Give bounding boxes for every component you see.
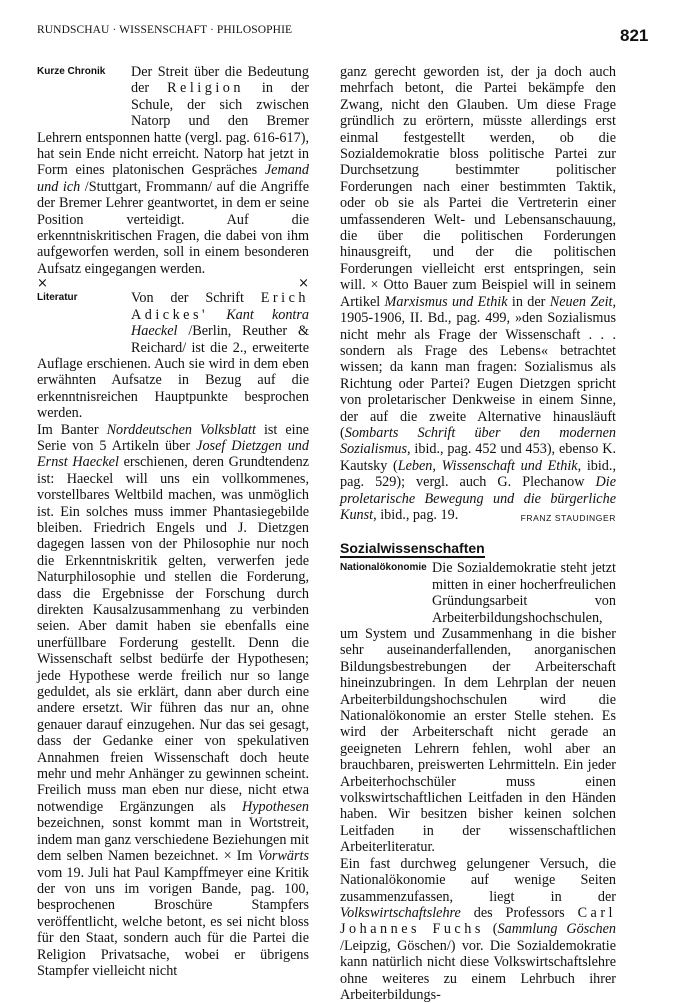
cross-marker-icon: × [298, 276, 309, 292]
text-run: ( [483, 921, 498, 938]
left-column [37, 64, 309, 979]
text-run: , ibid., pag. 452 und 453), ebenso K. Kautsky ( [340, 441, 616, 474]
spaced-author: Carl Johannes Fuchs [340, 904, 616, 938]
nationaloekonomie-text: Die Sozialdemokratie steht jetzt mitten in einer hocherfreulichen Gründungsarbeit von Arbeiterbildungshochschulen, um System und Zusammenhang in die bisher sehr auseinanderfallenden, anorganischen Bildungsbestrebungen der Arbeiterschaft hineinzubringen. In dem Lehrplan der neuen Arbeiterbildungshochschulen wird die Nationalökonomie an erster Stelle stehen. Es wird der Arbeiterschaft nicht gerade an geeigneten Lehrern fehlen, wohl aber an brauchbaren, preiswerten Lehrmitteln. Ein jeder Arbeiterhochschüler muss einen volkswirtschaftlichen Leitfaden in den Händen haben. Wir besitzen bisher keinen solchen Leitfaden in der wissenschaftlichen Arbeiterliteratur. [340, 560, 616, 856]
text-run: Ein fast durchweg gelungener Versuch, die Nationalökonomie auf wenige Seiten zusammenzufassen, liegt in der [340, 855, 616, 905]
italic-series: Sammlung Göschen [497, 921, 616, 938]
banter-paragraph [37, 422, 309, 980]
sidenote-kurze-chronik: Kurze Chronik [37, 66, 106, 77]
sidenote-literatur: Literatur [37, 292, 78, 304]
italic-title: Jemand und ich [37, 162, 309, 195]
sidenote-nationaloekonomie: Nationalökonomie [340, 562, 427, 574]
running-head: RUNDSCHAU · WISSENSCHAFT · PHILOSOPHIE [37, 24, 293, 36]
italic-title: Sombarts Schrift über den modernen Sozialismus [340, 424, 616, 458]
italic-word: Hypothesen [242, 798, 309, 815]
text-run: , ibid., pag. 529); vergl. auch G. Plechanow [340, 457, 616, 491]
text-run: Im [231, 848, 258, 865]
text-run: Der Streit über die Bedeutung der [131, 64, 309, 97]
cross-marker-icon: × [37, 276, 48, 292]
text-run: Von der Schrift [131, 290, 261, 307]
nationaloekonomie-entry [340, 560, 616, 855]
text-run: /Berlin, Reuther & Reichard/ ist die 2., erweiterte Auflage erschienen. Auch sie wird in dem eben erwähnten Aufsatze in Bezug auf die erkenntnisreichen Hauptpunkte besprochen werden. [37, 323, 309, 422]
section-markers [37, 278, 309, 290]
text-run: /Leipzig, Göschen/) vor. Die Sozialdemokratie kann natürlich nicht diese Volkswirtschaftslehre ohne weiteres zu einem Lehrbuch ihrer Arbeiterbildungs- [340, 937, 616, 1003]
italic-newspaper: Norddeutschen Volksblatt [106, 421, 256, 438]
continuation-paragraph [340, 64, 616, 523]
spaced-word-religion: Religion [167, 80, 244, 97]
text-run: Otto Bauer zum Beispiel will in seinem Artikel [340, 277, 616, 310]
kurze-chronik-entry [37, 64, 309, 277]
italic-article: Marxismus und Ethik [384, 293, 508, 310]
cross-marker-icon: × [370, 277, 379, 294]
right-column [340, 64, 616, 1003]
italic-journal: Neuen Zeit [549, 293, 613, 310]
text-run: des Professors [460, 904, 578, 921]
italic-title: Volkswirtschaftslehre [340, 904, 461, 921]
volkswirtschaft-paragraph [340, 856, 616, 1003]
text-run: in der [507, 293, 550, 310]
text-run: ist eine Serie von 5 Artikeln über [37, 421, 309, 454]
italic-title: Die proletarische Bewegung und die bürgerliche Kunst [340, 474, 616, 523]
text-run: , 1905-1906, II. Bd., pag. 499, »den Sozialismus nicht mehr als Frage der Wissenschaft . . . sondern als Frage des Lebens« betrachtet wissen; da kann man fragen: Sozialismus als Richtung oder Partei? Eugen Dietzgen spricht von proletarischer Denkweise in einem Sinne, der auf die zweite Alternative hinausläuft ( [340, 293, 617, 441]
italic-newspaper: Vorwärts [257, 848, 309, 865]
literatur-entry [37, 290, 309, 421]
spaced-author: Erich Adickes' [131, 290, 309, 323]
italic-series: Josef Dietzgen und Ernst Haeckel [37, 437, 309, 471]
section-heading: Sozialwissenschaften [340, 540, 485, 557]
text-run: , ibid., pag. 19. [373, 506, 459, 523]
text-run: ganz gerecht geworden ist, der ja doch auch mehrfach betont, die Partei bekämpfe den Zwang, nicht den Glauben. Um diese Frage gründlich zu erörtern, müsste allerdings erst einmal festgestellt werden, ob die Sozialdemokratie bloss politische Partei zur Durchsetzung bestimmter politischer Forderungen nach einer bestimmten Taktik, oder ob sie als Partei die Vertreterin einer umfassenderen Welt- und Lebensanschauung, die über die politischen Forderungen hinausgreift, und der die politischen Forderungen vielleicht erst entspringen, sein will. [340, 64, 616, 294]
page-number: 821 [620, 26, 649, 45]
cross-marker-icon: × [223, 848, 232, 865]
italic-title: Leben, Wissenschaft und Ethik [397, 457, 578, 474]
text-run: bezeichnen, sonst kommt man in Wortstreit, indem man ganz verschiedene Beziehungen mit dem selben Namen bezeichnet. [37, 815, 309, 865]
text-run: in der Schule, der sich zwischen Natorp und den Bremer Lehrern entsponnen hatte (vergl. pag. 616-617), hat sein Ende nicht erreicht. Natorp hat jetzt in Form eines platonischen Gespräches [37, 80, 309, 179]
text-run: vom 19. Juli hat Paul Kampffmeyer eine Kritik der von uns im vorigen Bande, pag. 100, besprochenen Broschüre Stampfers veröffentlicht, welche betont, es sei nicht bloss für den Staat, sondern auch für die Partei die Religion Privatsache, wobei er übrigens Stampfer vielleicht nicht [37, 864, 309, 979]
text-run: Im Banter [37, 421, 107, 438]
text-run: /Stuttgart, Frommann/ auf die Angriffe der Bremer Lehrer geantwortet, in dem er seine Position verteidigt. Auf die erkenntniskritischen Fragen, die dabei von ihm aufgeworfen werden, soll in einem besonderen Aufsatz eingegangen werden. [37, 178, 309, 277]
author-signature: FRANZ STAUDINGER [520, 512, 616, 523]
italic-title: Kant kontra Haeckel [131, 306, 309, 340]
text-run: erschienen, deren Grundtendenz ist: Haeckel will uns ein vollkommenes, vorstellbares Weltbild machen, was unmöglich ist. Ein solches muss immer Phantasiegebilde bleiben. Friedrich Engels und J. Dietzgen dagegen lassen von der Philosophie nur noch die Erkenntniskritik gelten, verwerfen jede Naturphilosophie und stellen die Forderung, dass die Ergebnisse der Forschung durch direkten Kausalzusammenhang zu verbinden seien. Aber damit haben sie ebenfalls eine unerfüllbare Forderung gestellt. Denn die Wissenschaft selbst bedürfe der Hypothesen; jede Hypothese werde freilich nur so lange geduldet, als sie erklärt, dann aber durch eine andere ersetzt. Wir führen das nur an, ohne genauer darauf einzugehen. Nur das sei gesagt, dass der Gedanke einer von spekulativen Annahmen freien Wissenschaft doch heute mehr und mehr Anhänger zu gewinnen scheint. Freilich muss man eben nur diese, nicht etwa notwendige Ergänzungen als [37, 454, 309, 815]
